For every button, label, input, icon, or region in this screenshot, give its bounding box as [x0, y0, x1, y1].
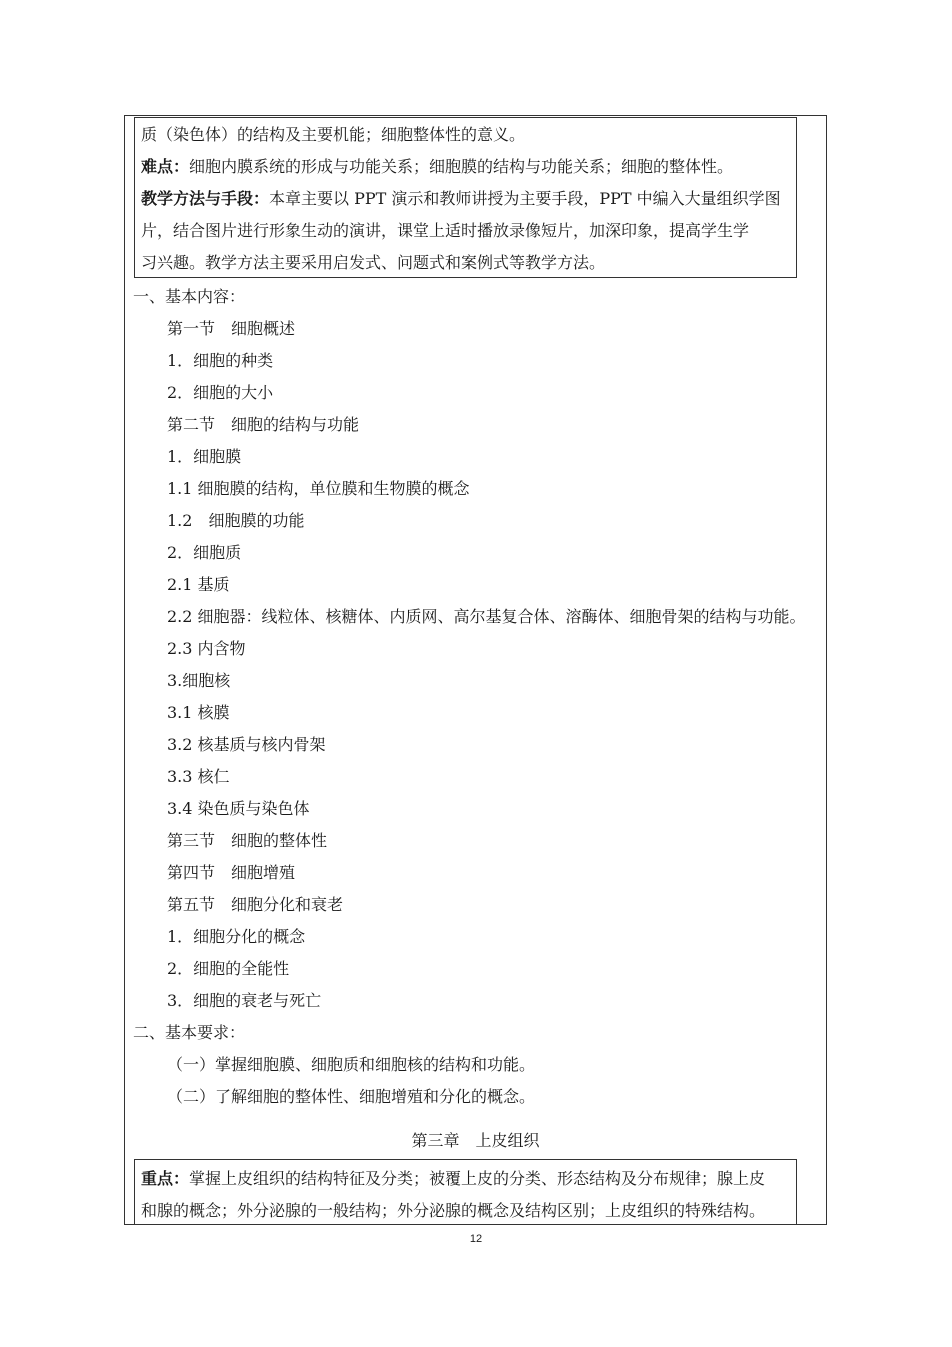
content-item: 3.1 核膜	[167, 703, 230, 722]
content-item: 1．细胞的种类	[167, 351, 274, 370]
content-item: 2．细胞的全能性	[167, 959, 290, 978]
content-item: 第三节 细胞的整体性	[167, 831, 328, 850]
requirement-1: （一）掌握细胞膜、细胞质和细胞核的结构和功能。	[167, 1055, 536, 1074]
key-line2: 和腺的概念；外分泌腺的一般结构；外分泌腺的概念及结构区别；上皮组织的特殊结构。	[141, 1201, 766, 1220]
heading-basic-content: 一、基本内容：	[133, 287, 246, 306]
content-item: 3.细胞核	[167, 671, 231, 690]
method-text1: 本章主要以 PPT 演示和教师讲授为主要手段，PPT 中编入大量组织学图	[269, 189, 781, 208]
content-item: 2.2 细胞器：线粒体、核糖体、内质网、高尔基复合体、溶酶体、细胞骨架的结构与功能。	[167, 607, 806, 626]
method-line3: 习兴趣。教学方法主要采用启发式、问题式和案例式等教学方法。	[141, 253, 606, 272]
content-item: 第二节 细胞的结构与功能	[167, 415, 360, 434]
content-item: 3.2 核基质与核内骨架	[167, 735, 326, 754]
key-text1: 掌握上皮组织的结构特征及分类；被覆上皮的分类、形态结构及分布规律；腺上皮	[189, 1169, 766, 1188]
content-item: 3.3 核仁	[167, 767, 230, 786]
content-item: 1．细胞膜	[167, 447, 242, 466]
content-item: 第一节 细胞概述	[167, 319, 296, 338]
content-item: 3．细胞的衰老与死亡	[167, 991, 322, 1010]
content-item: 第五节 细胞分化和衰老	[167, 895, 344, 914]
key-line1	[141, 1169, 765, 1189]
method-line2: 片，结合图片进行形象生动的演讲，课堂上适时播放录像短片，加深印象，提高学生学	[141, 221, 750, 240]
method-line	[141, 189, 781, 209]
method-label: 教学方法与手段：	[141, 189, 270, 208]
page-number: 12	[469, 1233, 483, 1245]
difficulty-line	[141, 157, 733, 177]
box1-line1: 质（染色体）的结构及主要机能；细胞整体性的意义。	[141, 125, 526, 144]
content-item: 1．细胞分化的概念	[167, 927, 306, 946]
content-item: 第四节 细胞增殖	[167, 863, 296, 882]
content-item: 2.3 内含物	[167, 639, 246, 658]
content-item: 3.4 染色质与染色体	[167, 799, 310, 818]
requirement-2: （二）了解细胞的整体性、细胞增殖和分化的概念。	[167, 1087, 536, 1106]
difficulty-text: 细胞内膜系统的形成与功能关系；细胞膜的结构与功能关系；细胞的整体性。	[189, 157, 734, 176]
heading-basic-requirements: 二、基本要求：	[133, 1023, 246, 1042]
difficulty-label: 难点：	[141, 157, 190, 176]
content-item: 2．细胞质	[167, 543, 242, 562]
content-item: 2．细胞的大小	[167, 383, 274, 402]
content-item: 1.1 细胞膜的结构，单位膜和生物膜的概念	[167, 479, 470, 498]
content-item: 2.1 基质	[167, 575, 230, 594]
key-label: 重点：	[141, 1169, 190, 1188]
content-item: 1.2 细胞膜的功能	[167, 511, 305, 530]
chapter-title: 第三章 上皮组织	[411, 1131, 540, 1150]
